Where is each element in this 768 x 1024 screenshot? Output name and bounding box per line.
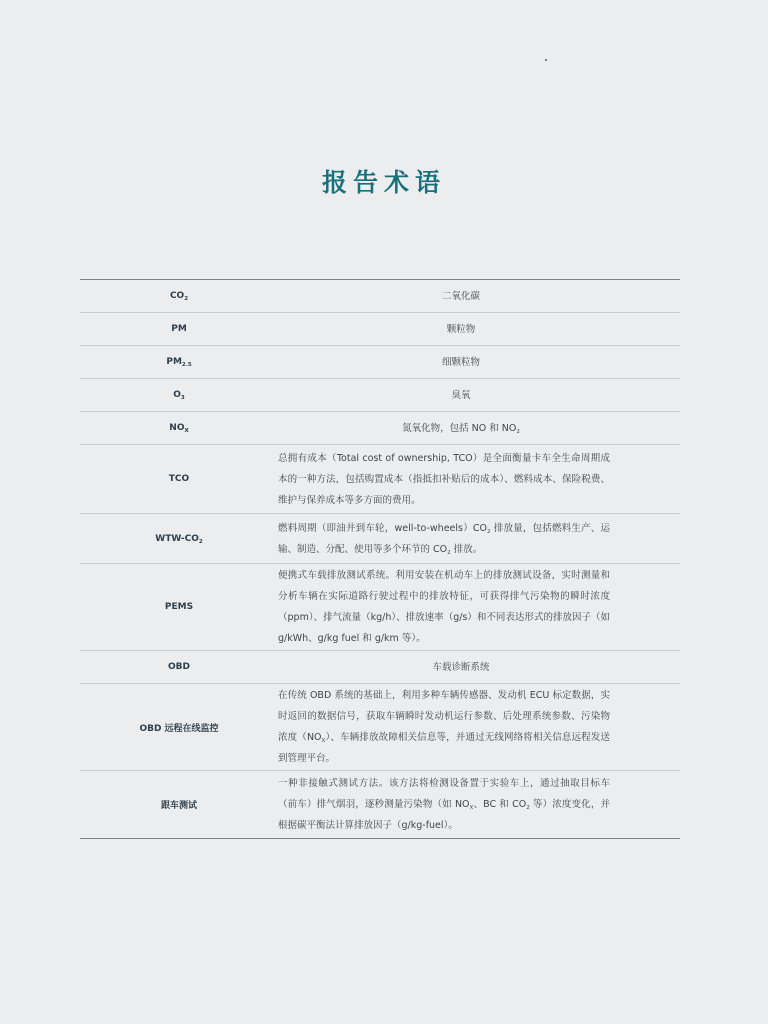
glossary-row (80, 651, 680, 684)
term-cell: WTW-$CO_2$ (155, 533, 203, 545)
glossary-row (80, 771, 680, 838)
glossary-table (80, 279, 680, 839)
term-cell: $CO_2$ (169, 291, 189, 302)
glossary-row (80, 346, 680, 379)
term-cell: OBD 远程在线监控 (139, 723, 219, 734)
glossary-row (80, 564, 680, 651)
definition-cell: 二氧化碳 (441, 290, 480, 302)
definition-cell: 一种非接触式测试方法。该方法将检测设备置于实验车上，通过抽取目标车（前车）排气烟羽，逐秒测量污染物（如 $NO_X$、BC 和 $CO_2$ 等）浓度变化，并根据碳平衡法计算排放因子（g/kg-fuel）。 (278, 778, 610, 831)
definition-cell: 车载诊断系统 (432, 661, 490, 673)
glossary-row (80, 684, 680, 771)
definition-cell: 便携式车载排放测试系统。利用安装在机动车上的排放测试设备，实时测量和分析车辆在实际道路行驶过程中的排放特征，可获得排气污染物的瞬时浓度（ppm）、排气流量（kg/h）、排放速率（g/s）和不同表达形式的排放因子（如 g/kWh、g/kg fuel 和 g/km 等）。 (278, 570, 610, 644)
glossary-row (80, 280, 680, 313)
term-cell: PM (171, 324, 187, 334)
glossary-row (80, 445, 680, 514)
definition-cell: 燃料周期（即油井到车轮，well-$to-wheels)CO_2$ 排放量，包括燃料生产、运输、制造、分配、使用等多个环节的 $CO_2$ 排放。 (278, 522, 610, 556)
term-cell: $NO_X$ (169, 423, 189, 434)
glossary-row (80, 514, 680, 564)
term-cell: 跟车测试 (160, 801, 197, 811)
glossary-row (80, 379, 680, 412)
definition-cell: 总拥有成本（Total cost of ownership, TCO）是全面衡量卡车全生命周期成本的一种方法，包括购置成本（指抵扣补贴后的成本）、燃料成本、保险税费、维护与保养成本等多方面的费用。 (278, 452, 610, 506)
definition-cell: 臭氧 (451, 389, 471, 401)
term-cell: $PM_{2.5}$ (166, 357, 192, 368)
term-cell: PEMS (164, 602, 194, 612)
term-cell: TCO (168, 474, 190, 484)
definition-cell: 在传统 OBD 系统的基础上，利用多种车辆传感器、发动机 ECU 标定数据，实时返回的数据信号，获取车辆瞬时发动机运行参数、后处理系统参数、污染物浓度$(NO_X)$、车辆排放故障相关信息等，并通过无线网络将相关信息远程发送到管理平台。 (278, 690, 610, 764)
term-cell: $O_3$ (173, 390, 185, 401)
definition-cell: 颗粒物 (446, 323, 476, 335)
glossary-row (80, 412, 680, 445)
page-title: 报告术语 (321, 168, 446, 197)
definition-cell: 细颗粒物 (441, 356, 480, 368)
decorative-dot (545, 59, 547, 61)
glossary-row (80, 313, 680, 346)
definition-cell: 氮氧化物，包括 NO 和 $NO_2$ (402, 422, 520, 435)
term-cell: OBD (168, 662, 190, 672)
